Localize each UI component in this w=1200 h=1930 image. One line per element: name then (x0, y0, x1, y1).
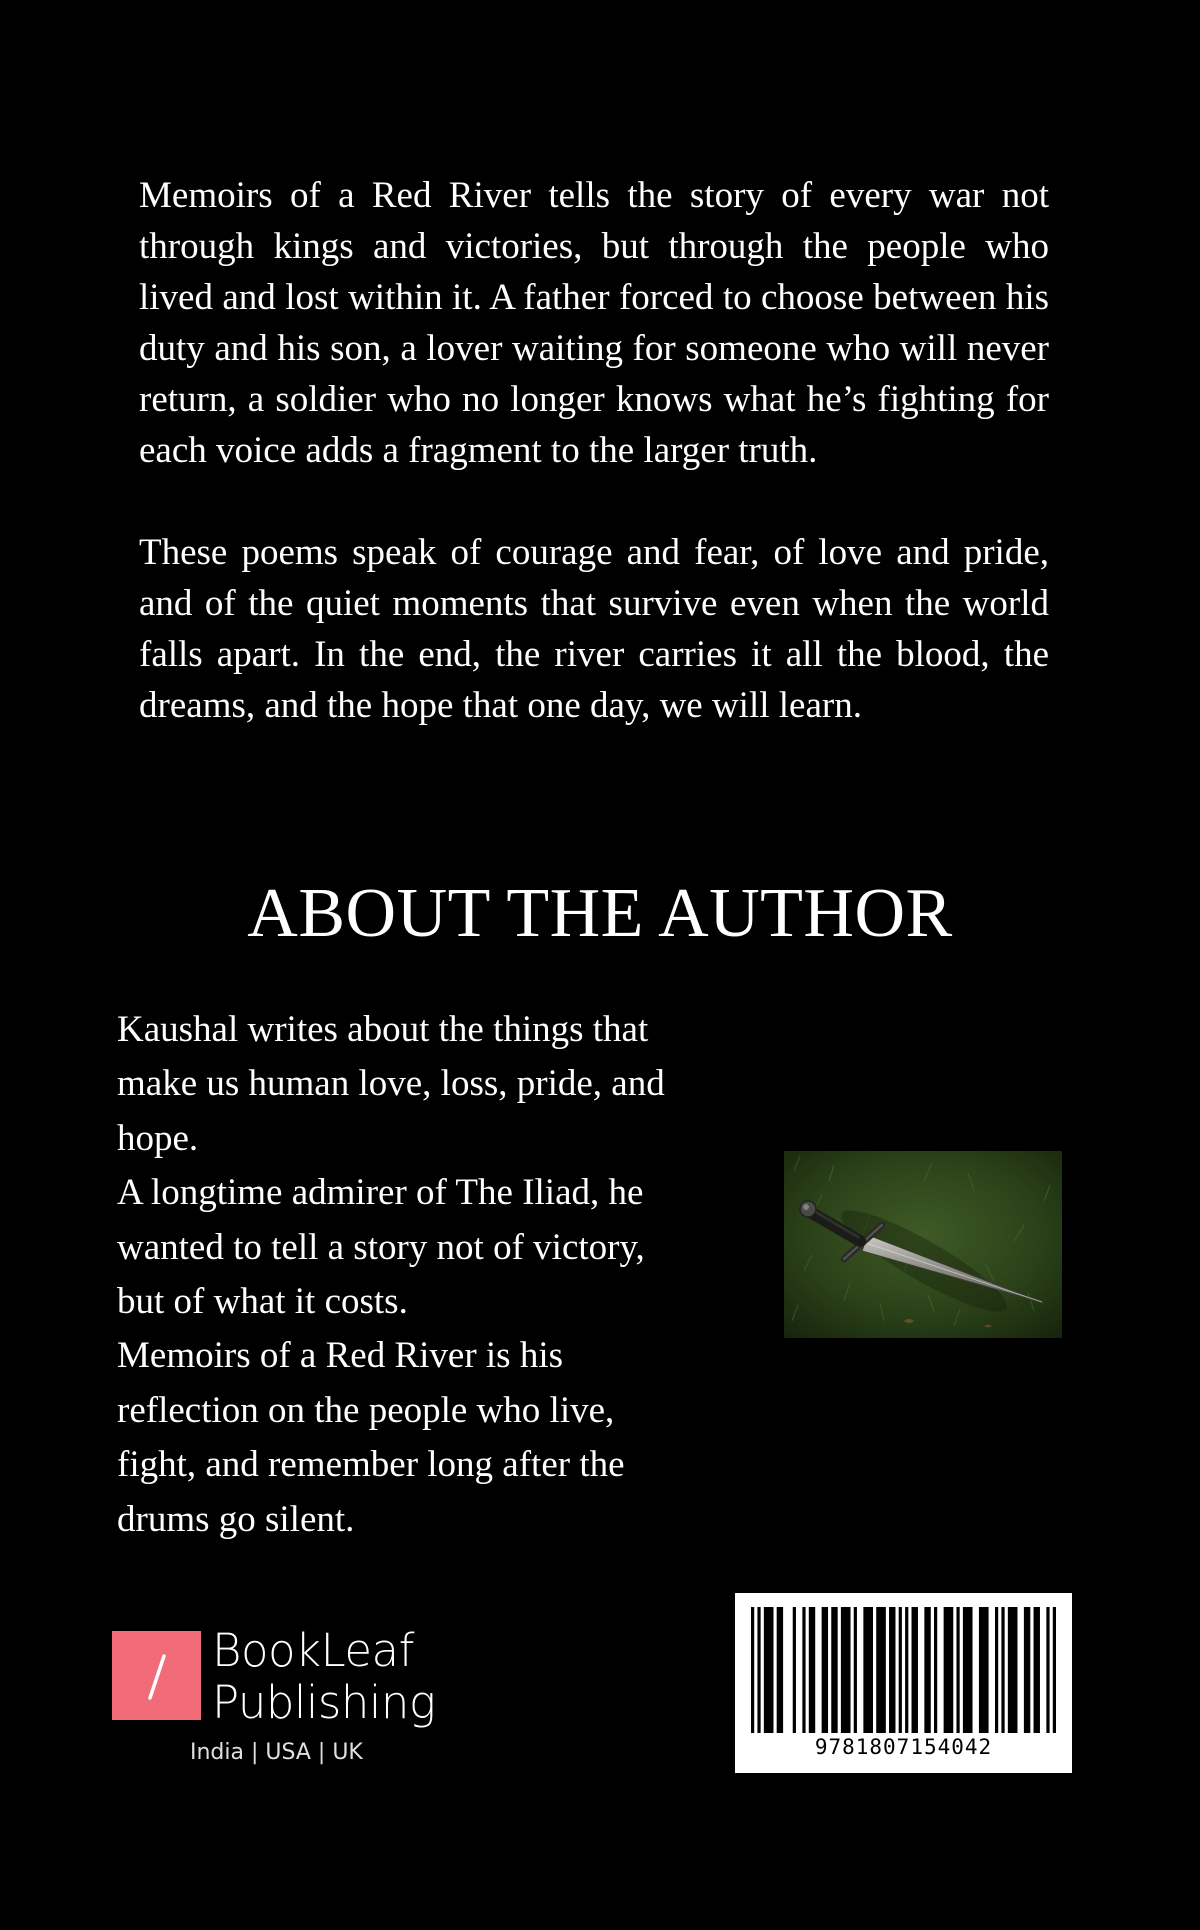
barcode-bar (995, 1607, 998, 1733)
publisher-name-line-1: BookLeaf (212, 1624, 414, 1677)
bio-line: fight, and remember long after the (117, 1444, 625, 1486)
barcode-bar (889, 1607, 895, 1733)
barcode-bar (899, 1607, 902, 1733)
barcode-bar (757, 1607, 760, 1733)
barcode-bar (841, 1607, 851, 1733)
about-author-heading: ABOUT THE AUTHOR (247, 875, 953, 952)
dagger-on-grass-photo (784, 1151, 1062, 1338)
publisher-logo (112, 1624, 472, 1771)
bio-line: drums go silent. (117, 1498, 355, 1540)
publisher-name-line-2: Publishing (212, 1676, 436, 1729)
isbn-number: 9781807154042 (814, 1735, 993, 1759)
blurb-paragraph-1: Memoirs of a Red River tells the story of every war not through kings and victories, but through the people who lived and lost within it. A father forced to choose between his duty and his son, a lover waiting for someone who will never return, a soldier who no longer knows what he’s fighting for each voice adds a fragment to the larger truth. (139, 175, 1049, 471)
barcode-bars (751, 1607, 1056, 1733)
barcode-bar (912, 1607, 918, 1733)
barcode-bar (1024, 1607, 1030, 1733)
barcode-bar (944, 1607, 954, 1733)
barcode-bar (831, 1607, 837, 1733)
bio-line: A longtime admirer of The Iliad, he (117, 1172, 644, 1214)
barcode-bar (1046, 1607, 1049, 1733)
barcode-bar (1034, 1607, 1040, 1733)
bio-line: hope. (117, 1117, 199, 1159)
barcode-bar (764, 1607, 774, 1733)
blurb-paragraph-2: These poems speak of courage and fear, of love and pride, and of the quiet moments that survive even when the world falls apart. In the end, the river carries it all the blood, the dreams, and the hope that one day, we will learn. (139, 532, 1049, 726)
publisher-name (212, 1625, 435, 1729)
barcode-bar (876, 1607, 886, 1733)
barcode-bar (854, 1607, 857, 1733)
bio-line: but of what it costs. (117, 1281, 408, 1323)
back-cover-blurb (139, 170, 1049, 731)
dagger-image (784, 1151, 1062, 1338)
barcode-bar (934, 1607, 937, 1733)
publisher-regions: India | USA | UK (190, 1740, 363, 1765)
barcode-bar (1008, 1607, 1018, 1733)
barcode-bar (802, 1607, 805, 1733)
barcode-bar (751, 1607, 754, 1733)
bio-line: Memoirs of a Red River is his (117, 1335, 564, 1377)
bio-line: make us human love, loss, pride, and (117, 1063, 665, 1105)
barcode-bar (809, 1607, 815, 1733)
barcode-bar (963, 1607, 973, 1733)
barcode-bar (956, 1607, 959, 1733)
bio-line: Kaushal writes about the things that (117, 1009, 649, 1050)
barcode-bar (905, 1607, 908, 1733)
slash-icon (112, 1631, 201, 1720)
barcode-bar (822, 1607, 828, 1733)
barcode-bar (1001, 1607, 1004, 1733)
author-bio (117, 1003, 777, 1547)
barcode-bar (924, 1607, 930, 1733)
bio-line: reflection on the people who live, (117, 1389, 615, 1431)
bio-line: wanted to tell a story not of victory, (117, 1226, 645, 1268)
barcode-bar (1053, 1607, 1056, 1733)
isbn-barcode (735, 1593, 1072, 1773)
barcode-bar (979, 1607, 989, 1733)
barcode-bar (777, 1607, 783, 1733)
barcode-bar (793, 1607, 796, 1733)
barcode-bar (863, 1607, 873, 1733)
